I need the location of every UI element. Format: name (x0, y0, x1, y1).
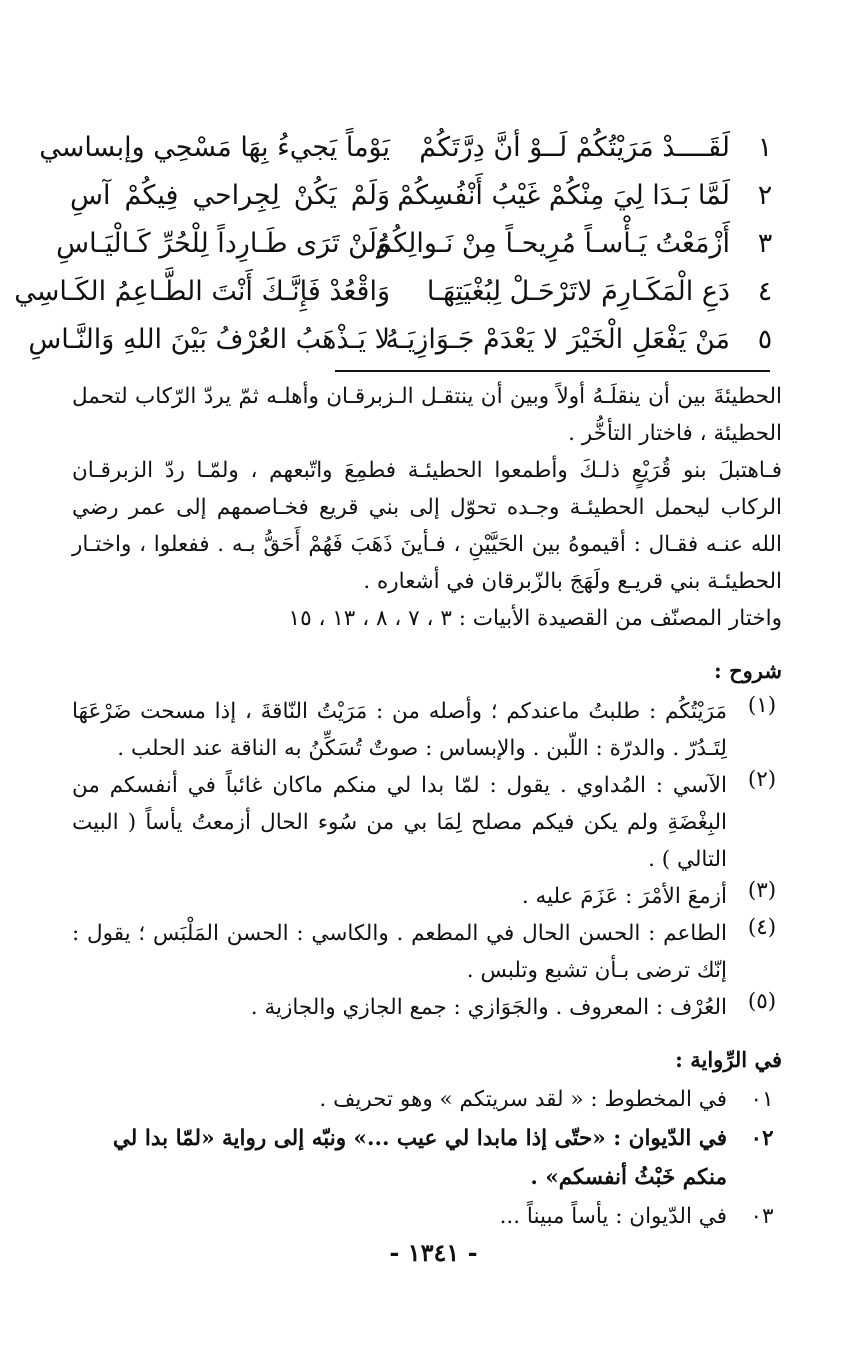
note-number: (٣) (747, 878, 777, 903)
riwaya-number: ٠١ (750, 1087, 774, 1112)
verse-3 (56, 224, 780, 272)
verse-first-hemistich: مَنْ يَفْعَلِ الْخَيْرَ لا يَعْدَمْ جَـوَازِيَـهُ (385, 324, 730, 355)
verse-second-hemistich: وَلَمْ يَكُنْ لِجِراحي فِيكُمْ آسِ (70, 180, 390, 211)
verse-second-hemistich: يَوْماً يَجيءُ بِهَا مَسْحِي وإبساسي (39, 132, 390, 163)
verse-first-hemistich: لَقَــــدْ مَرَيْتُكُمْ لَــوْ أنَّ دِرَّتَكُمْ (419, 132, 730, 163)
verse-2 (60, 176, 780, 224)
note-item (72, 767, 782, 878)
commentary (72, 378, 782, 1236)
prose-paragraph: فـاهتبلَ بنو قُرَيْعٍ ذلـكَ وأطمعوا الحطيئـة فطمِعَ واتّبعهم ، ولمّـا ردّ الزبرقـان الركاب ليحمل الحطيئـة وجـده تحوّل إلى بني قريع فخـاصمهم إلى عمر رضي الله عنـه فقـال : أقيموهُ بين الحَيَّيْنِ ، فـأينَ ذَهَبَ فَهُمْ أَحَقُّ بـه . ففعلوا ، واختـار الحطيئـة بني قريـع ولَهَجَ بالزّبرقان في أشعاره . (72, 458, 782, 594)
note-number: (١) (747, 693, 777, 718)
note-item (72, 878, 782, 915)
shuruh-heading: شروح : (714, 658, 782, 683)
verse-number: ٥ (757, 324, 773, 355)
verse-1 (39, 128, 780, 176)
verse-second-hemistich: وَاقْعُدْ فَإِنَّـكَ أَنْتَ الطَّـاعِمُ الكَـاسِي (14, 276, 390, 307)
riwaya-text: في الدّيوان : «حتّى إذا مابدا لي عيب ...» ونبّه إلى رواية «لمّا بدا لي منكم خَبْثُ أنفسكم» . (112, 1126, 727, 1190)
verse-first-hemistich: أَزْمَعْتُ يَـأْسـاً مُرِيحـاً مِنْ نَـوالِكُمُ (375, 228, 730, 259)
prose-paragraph: واختار المصنّف من القصيدة الأبيات : ٣ ، ٧ ، ٨ ، ١٣ ، ١٥ (288, 606, 782, 631)
notes-list (72, 693, 782, 1026)
verse-second-hemistich: وَلَنْ تَرَى طَـارِداً لِلْحُرِّ كَـالْيَـاسِ (56, 228, 390, 259)
verse-first-hemistich: لَمَّا بَـدَا لِيَ مِنْكُمْ غَيْبُ أَنْفُسِكُمْ (397, 180, 730, 211)
riwaya-text: في الدّيوان : يأساً مبيناً ... (499, 1204, 727, 1229)
riwaya-item (72, 1080, 782, 1119)
page-number: - ١٣٤١ - (389, 1238, 478, 1267)
note-item (72, 989, 782, 1026)
verse-number: ١ (757, 132, 773, 163)
note-text: الطاعم : الحسن الحال في المطعم . والكاسي : الحسن المَلْبَس ؛ يقول : إنّك ترضى بـأن تشبع وتلبس . (72, 921, 727, 983)
riwaya-list (72, 1080, 782, 1236)
riwaya-item (72, 1119, 782, 1197)
section-divider (335, 370, 770, 372)
note-item (72, 693, 782, 767)
note-text: العُرْف : المعروف . والجَوَازي : جمع الجازي والجازية . (250, 995, 727, 1020)
verse-second-hemistich: لا يَـذْهَبُ العُرْفُ بَيْنَ اللهِ وَالنَّـاسِ (28, 324, 390, 355)
prose-paragraph: الحطيئةَ بين أن ينقلَـهُ أولاً وبين أن ينتقـل الـزبرقـان وأهلـه ثمّ يردّ الرّكاب لتحمل الحطيئة ، فاختار التأخُّر . (72, 384, 782, 446)
note-text: مَرَيْتُكُم : طلبتُ ماعندكم ؛ وأصله من : مَرَيْتُ النّاقةَ ، إذا مسحت ضَرْعَهَا لِتَـدُرّ . والدرّة : اللّبن . والإبساس : صوتٌ تُسَكِّنُ به الناقة عند الحلب . (72, 699, 727, 761)
note-item (72, 915, 782, 989)
verse-number: ٢ (757, 180, 773, 211)
note-text: أزمعَ الأمْرَ : عَزَمَ عليه . (521, 884, 727, 909)
poem (14, 128, 780, 368)
riwaya-text: في المخطوط : « لقد سريتكم » وهو تحريف . (319, 1087, 727, 1112)
note-number: (٤) (747, 915, 777, 940)
riwaya-item (72, 1197, 782, 1236)
note-text: الآسي : المُداوي . يقول : لمّا بدا لي منكم ماكان غائباً في أنفسكم من البِغْضَةِ ولم يكن فيكم مصلح لِمَا بي من سُوء الحال أزمعتُ يأساً ( البيت التالي ) . (72, 773, 727, 872)
riwaya-number: ٠٣ (750, 1204, 774, 1229)
note-number: (٢) (747, 767, 777, 792)
verse-number: ٣ (757, 228, 773, 259)
verse-number: ٤ (757, 276, 773, 307)
verse-5 (28, 320, 780, 368)
riwaya-number: ٠٢ (750, 1126, 774, 1151)
riwaya-heading: في الرِّواية : (675, 1047, 782, 1072)
note-number: (٥) (747, 989, 777, 1014)
verse-first-hemistich: دَعِ الْمَكَـارِمَ لاتَرْحَـلْ لِبُغْيَتِهَـا (426, 276, 730, 307)
verse-4 (14, 272, 780, 320)
